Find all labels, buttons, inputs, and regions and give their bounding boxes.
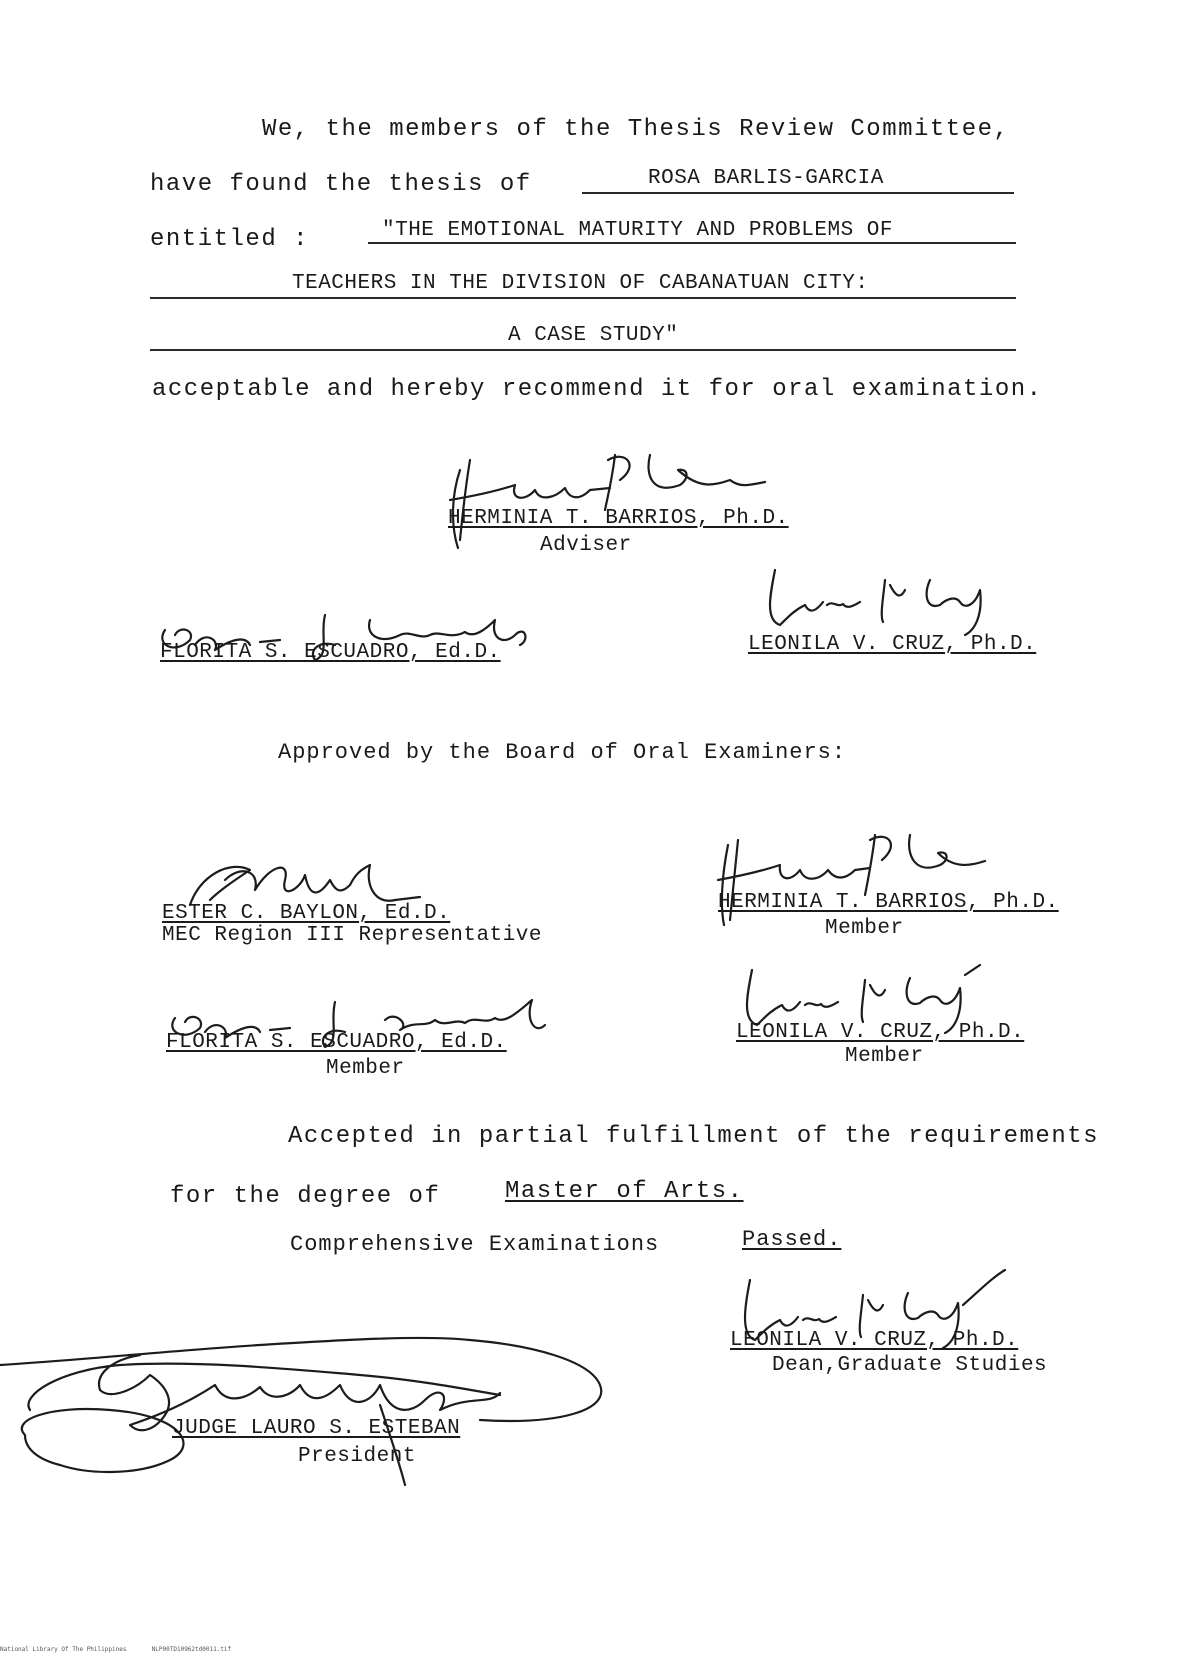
cruz-name-board: LEONILA V. CRUZ, Ph.D. [736, 1021, 1025, 1044]
student-name: ROSA BARLIS-GARCIA [648, 167, 884, 190]
dean-name: LEONILA V. CRUZ, Ph.D. [730, 1329, 1019, 1352]
title-rule-2 [150, 297, 1016, 299]
barrios-name-board: HERMINIA T. BARRIOS, Ph.D. [718, 891, 1059, 914]
footer-source: National Library Of The Philippines [0, 1646, 127, 1653]
thesis-title-line-1: "THE EMOTIONAL MATURITY AND PROBLEMS OF [382, 219, 893, 242]
adviser-role: Adviser [540, 534, 632, 557]
title-rule-1 [368, 242, 1016, 244]
recommendation-statement: acceptable and hereby recommend it for oral examination. [152, 376, 1043, 403]
entitled-label: entitled : [150, 226, 310, 253]
baylon-name: ESTER C. BAYLON, Ed.D. [162, 902, 451, 925]
comprehensive-exam-label: Comprehensive Examinations [290, 1232, 660, 1257]
degree-value: Master of Arts. [505, 1178, 744, 1205]
thesis-title-line-3: A CASE STUDY" [508, 324, 679, 347]
escuadro-name-review: FLORITA S. ESCUADRO, Ed.D. [160, 641, 501, 664]
degree-label: for the degree of [170, 1183, 441, 1210]
title-rule-3 [150, 349, 1016, 351]
acceptance-statement: Accepted in partial fulfillment of the requirements [288, 1123, 1100, 1150]
thesis-title-line-2: TEACHERS IN THE DIVISION OF CABANATUAN CITY: [292, 272, 869, 295]
cruz-name-review: LEONILA V. CRUZ, Ph.D. [748, 633, 1037, 656]
cruz-role-board: Member [845, 1045, 924, 1068]
baylon-role: MEC Region III Representative [162, 924, 542, 947]
have-found-label: have found the thesis of [150, 171, 532, 198]
dean-role: Dean,Graduate Studies [772, 1354, 1048, 1377]
president-role: President [298, 1445, 416, 1468]
adviser-name: HERMINIA T. BARRIOS, Ph.D. [448, 507, 789, 530]
committee-statement: We, the members of the Thesis Review Committee, [262, 116, 1010, 143]
cruz-signature-1 [755, 560, 1015, 640]
footer-file: NLP00TD10962td0011.tif [151, 1646, 232, 1653]
escuadro-name-board: FLORITA S. ESCUADRO, Ed.D. [166, 1031, 507, 1054]
scan-footer [0, 1646, 231, 1653]
president-name: JUDGE LAURO S. ESTEBAN [172, 1417, 461, 1440]
barrios-role-board: Member [825, 917, 904, 940]
student-name-rule [582, 192, 1014, 194]
president-signature [0, 1315, 620, 1495]
comprehensive-exam-result: Passed. [742, 1227, 842, 1252]
escuadro-role-board: Member [326, 1057, 405, 1080]
oral-board-heading: Approved by the Board of Oral Examiners: [278, 740, 847, 765]
